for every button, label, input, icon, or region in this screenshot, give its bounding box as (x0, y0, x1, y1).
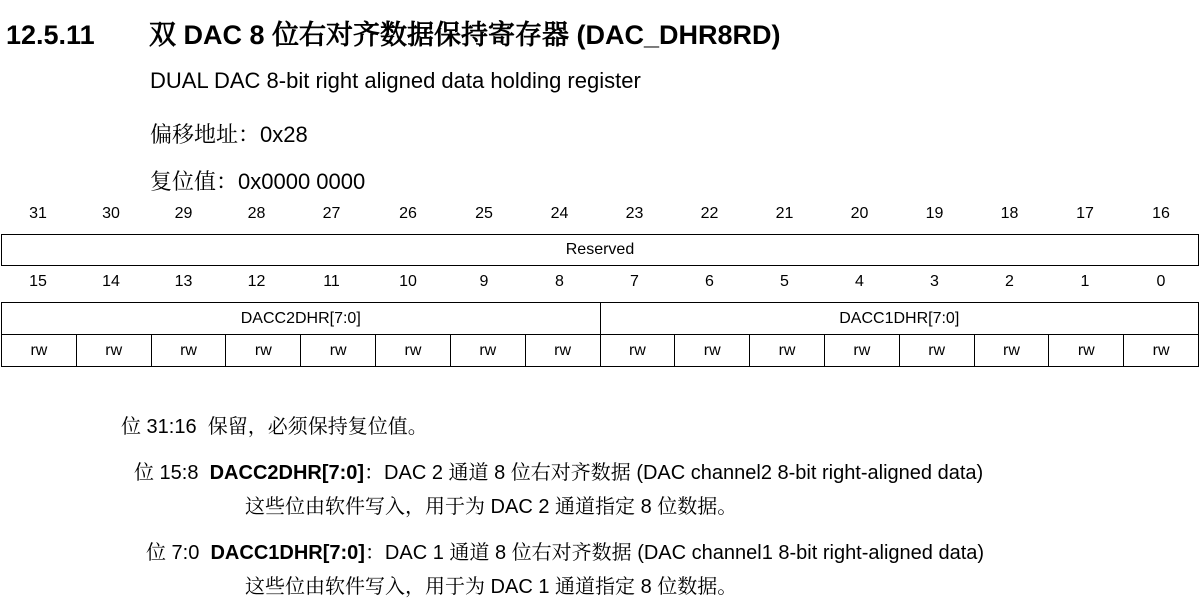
access-cell: rw (1049, 335, 1124, 367)
title-code: (DAC_DHR8RD) (576, 20, 781, 50)
desc-reserved-bits: 位 31:16 (121, 416, 197, 438)
bit-number: 2 (1005, 273, 1014, 290)
desc-reserved (121, 410, 428, 439)
desc-high-name: DACC2DHR[7:0] (209, 462, 365, 484)
bit-number: 9 (479, 273, 489, 290)
desc-low-text: ：DAC 1 通道 8 位右对齐数据 (DAC channel1 8-bit right-aligned data) (364, 542, 985, 564)
desc-low-name: DACC1DHR[7:0] (210, 542, 365, 564)
offset-label: 偏移地址： (150, 122, 261, 147)
title-rest: 位右对齐数据保持寄存器 (264, 20, 577, 50)
bit-number: 18 (1000, 205, 1019, 222)
reset-value-text: 0x0000 0000 (238, 169, 366, 194)
bit-number: 10 (399, 273, 417, 290)
title-bold: DAC 8 (183, 20, 265, 50)
bit-number: 30 (102, 205, 120, 222)
bit-number: 3 (930, 273, 939, 290)
bit-number: 25 (475, 205, 493, 222)
access-cell: rw (675, 335, 750, 367)
access-cell: rw (525, 335, 600, 367)
bit-number: 17 (1076, 205, 1094, 222)
desc-low-detail: 这些位由软件写入，用于为 DAC 1 通道指定 8 位数据。 (245, 576, 738, 598)
access-cell: rw (974, 335, 1049, 367)
bit-number: 15 (29, 273, 47, 290)
field-dacc2dhr: DACC2DHR[7:0] (2, 303, 601, 335)
access-cell: rw (750, 335, 825, 367)
bit-number: 24 (550, 205, 569, 222)
bit-number: 11 (323, 273, 340, 290)
bit-number: 0 (1156, 273, 1166, 290)
desc-high-detail: 这些位由软件写入，用于为 DAC 2 通道指定 8 位数据。 (245, 496, 738, 518)
lower-register-table (1, 302, 1199, 367)
bit-number: 16 (1152, 205, 1170, 222)
desc-high (134, 456, 983, 485)
bit-number: 14 (102, 273, 120, 290)
bit-number: 8 (555, 273, 564, 290)
desc-high-text: ：DAC 2 通道 8 位右对齐数据 (DAC channel2 8-bit right-aligned data) (364, 462, 984, 484)
bit-number: 31 (29, 205, 47, 222)
bit-number: 7 (630, 273, 639, 290)
bit-number: 6 (705, 273, 714, 290)
bit-number: 29 (174, 205, 193, 222)
reset-label: 复位值： (150, 169, 239, 194)
bit-number: 13 (174, 273, 193, 290)
bit-number: 23 (625, 205, 644, 222)
access-cell: rw (600, 335, 675, 367)
desc-high-bits: 位 15:8 (134, 462, 199, 484)
bit-number: 5 (780, 273, 789, 290)
access-cell: rw (151, 335, 226, 367)
desc-low (146, 536, 984, 565)
access-cell: rw (301, 335, 376, 367)
bit-number: 1 (1080, 273, 1090, 290)
access-cell: rw (899, 335, 974, 367)
offset-address (150, 118, 308, 149)
access-cell: rw (2, 335, 77, 367)
register-subtitle: DUAL DAC 8-bit right aligned data holding register (150, 68, 641, 93)
bit-number: 22 (700, 205, 719, 222)
bit-number: 21 (775, 205, 794, 222)
access-row (2, 335, 1199, 367)
bit-number: 26 (399, 205, 417, 222)
access-cell: rw (1124, 335, 1199, 367)
offset-value: 0x28 (260, 122, 308, 147)
access-cell: rw (376, 335, 451, 367)
field-dacc1dhr: DACC1DHR[7:0] (600, 303, 1199, 335)
access-cell: rw (450, 335, 525, 367)
access-cell: rw (76, 335, 151, 367)
bit-number: 27 (322, 205, 341, 222)
bit-number: 19 (925, 205, 944, 222)
reserved-field: Reserved (2, 235, 1199, 266)
bit-number: 4 (855, 273, 864, 290)
section-number: 12.5.11 (6, 20, 95, 50)
section-heading (6, 13, 781, 52)
title-prefix: 双 (149, 20, 184, 50)
reset-value (150, 165, 365, 196)
bit-number: 12 (247, 273, 266, 290)
desc-reserved-text: 保留，必须保持复位值。 (207, 416, 428, 438)
upper-register-row (1, 234, 1199, 266)
desc-low-bits: 位 7:0 (146, 542, 200, 564)
bit-number: 20 (850, 205, 869, 222)
bit-number: 28 (247, 205, 266, 222)
access-cell: rw (824, 335, 899, 367)
access-cell: rw (226, 335, 301, 367)
